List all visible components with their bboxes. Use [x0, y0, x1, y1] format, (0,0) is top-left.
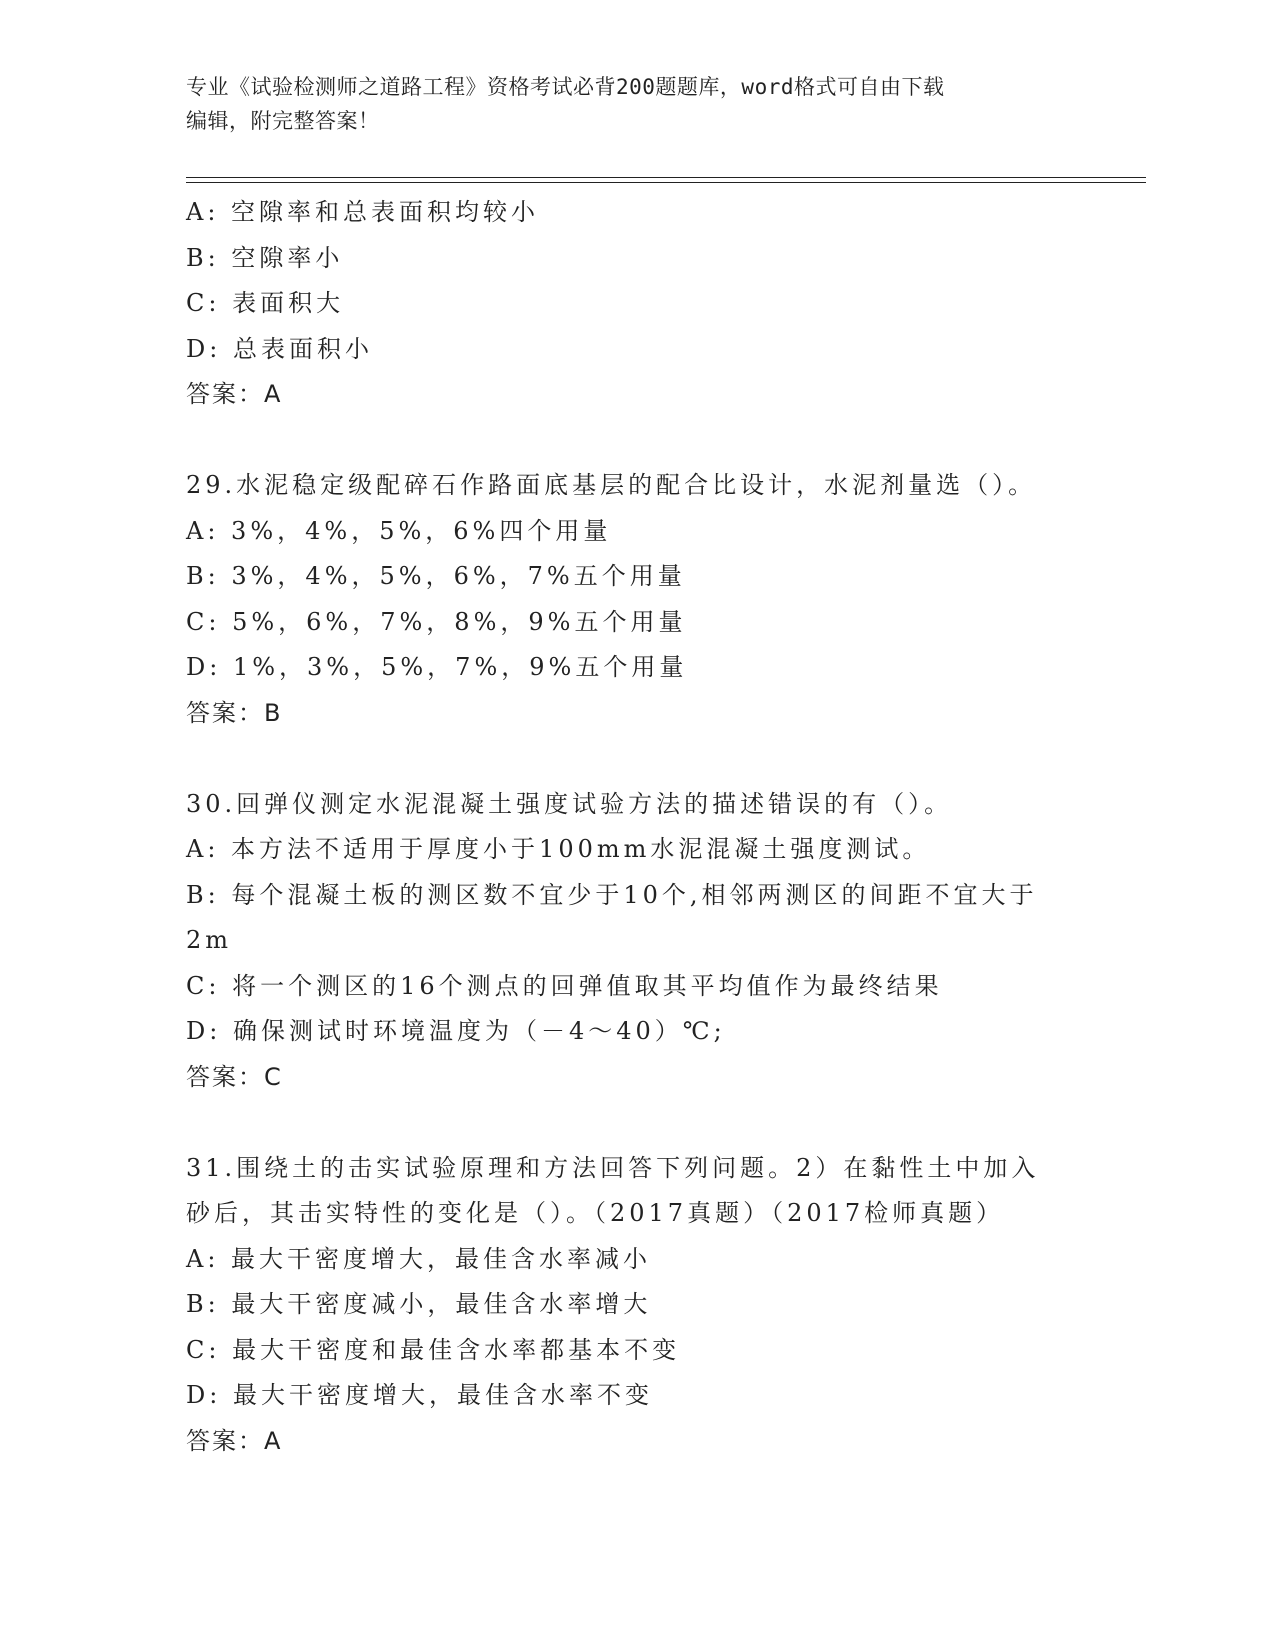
q30-option-b-line1: B: 每个混凝土板的测区数不宜少于10个,相邻两测区的间距不宜大于	[186, 880, 1038, 909]
q28-option-d: D: 总表面积小	[186, 334, 373, 363]
q31-option-a: A: 最大干密度增大，最佳含水率减小	[186, 1244, 652, 1273]
question-list	[186, 190, 1106, 1464]
header-title-line1: 专业《试验检测师之道路工程》资格考试必背200题题库，word格式可自由下载	[186, 75, 945, 99]
q31-option-c: C: 最大干密度和最佳含水率都基本不变	[186, 1335, 681, 1364]
q30-option-a: A: 本方法不适用于厚度小于100mm水泥混凝土强度测试。	[186, 835, 931, 863]
q29-option-d: D: 1%，3%，5%，7%，9%五个用量	[186, 653, 688, 681]
header-divider-bottom	[186, 182, 1146, 183]
q28-option-a: A: 空隙率和总表面积均较小	[186, 198, 540, 226]
spacer	[186, 418, 1106, 464]
spacer	[186, 736, 1106, 782]
q31-option-b: B: 最大干密度减小，最佳含水率增大	[186, 1290, 652, 1318]
question-31-block	[186, 1146, 1106, 1465]
q29-option-c: C: 5%，6%，7%，8%，9%五个用量	[186, 607, 687, 636]
q31-stem-line1: 31.围绕土的击实试验原理和方法回答下列问题。2）在黏性土中加入	[186, 1153, 1040, 1182]
q28-answer: 答案：A	[186, 380, 283, 408]
q30-option-d: D: 确保测试时环境温度为（－4～40）℃;	[186, 1017, 726, 1045]
q30-option-c: C: 将一个测区的16个测点的回弹值取其平均值作为最终结果	[186, 971, 943, 1000]
q29-stem: 29.水泥稳定级配碎石作路面底基层的配合比设计，水泥剂量选（）。	[186, 471, 1037, 499]
q28-option-c: C: 表面积大	[186, 289, 345, 317]
question-28-block	[186, 190, 1106, 418]
q30-option-b-line2: 2m	[186, 926, 233, 954]
header-title-line2: 编辑，附完整答案！	[186, 109, 380, 133]
document-header	[186, 70, 1086, 138]
q28-option-b: B: 空隙率小	[186, 243, 344, 272]
question-30-block	[186, 782, 1106, 1101]
q30-stem: 30.回弹仪测定水泥混凝土强度试验方法的描述错误的有（）。	[186, 789, 953, 818]
q30-answer: 答案：C	[186, 1062, 283, 1091]
header-divider-top	[186, 177, 1146, 178]
q31-stem-line2: 砂后，其击实特性的变化是（）。（2017真题）（2017检师真题）	[186, 1199, 1005, 1227]
q29-option-b: B: 3%，4%，5%，6%，7%五个用量	[186, 562, 686, 590]
spacer	[186, 1100, 1106, 1146]
q29-option-a: A: 3%，4%，5%，6%四个用量	[186, 516, 612, 545]
question-29-block	[186, 463, 1106, 736]
q29-answer: 答案：B	[186, 698, 283, 727]
q31-answer: 答案：A	[186, 1426, 283, 1455]
q31-option-d: D: 最大干密度增大，最佳含水率不变	[186, 1381, 653, 1409]
